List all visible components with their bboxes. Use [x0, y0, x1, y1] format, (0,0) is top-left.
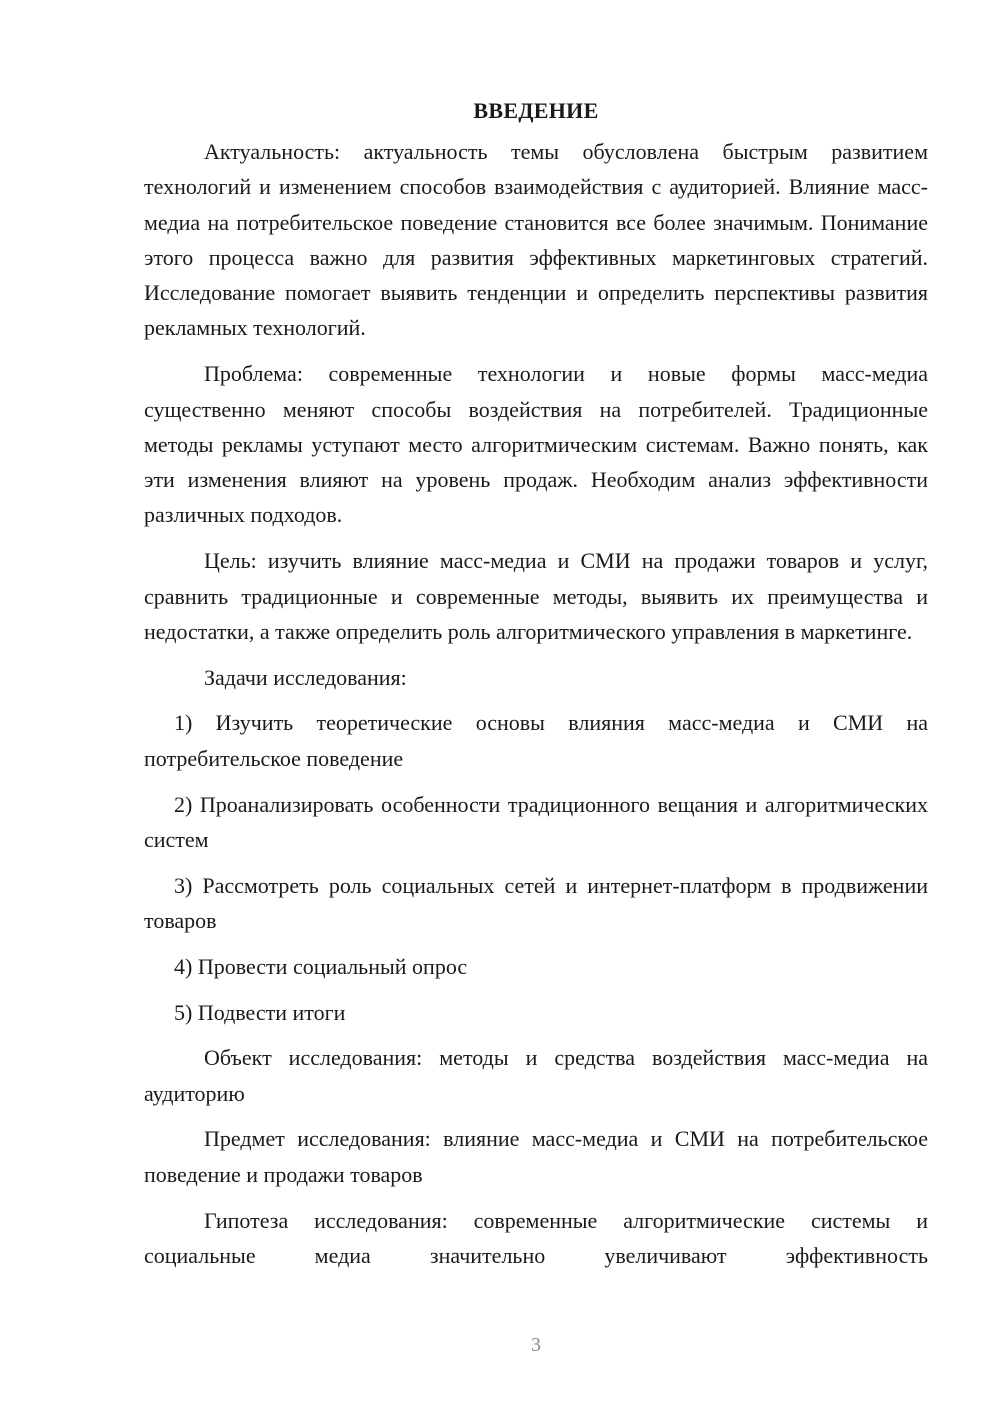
task-item-3: 3) Рассмотреть роль социальных сетей и интернет-платформ в продвижении товаров [144, 872, 928, 933]
relevance-paragraph: Актуальность: актуальность темы обусловлена быстрым развитием технологий и изменением способов взаимодействия с аудиторией. Влияние масс-медиа на потребительское поведение становится все более значимым. Понимание этого процесса важно для развития эффективных маркетинговых стратегий. Исследование помогает выявить тенденции и определить перспективы развития рекламных технологий. [144, 139, 928, 341]
document-page [144, 96, 928, 1284]
subject-paragraph: Предмет исследования: влияние масс-медиа и СМИ на потребительское поведение и продажи товаров [144, 1126, 928, 1187]
tasks-heading: Задачи исследования: [204, 664, 407, 690]
page-title: ВВЕДЕНИЕ [473, 98, 599, 123]
task-item-2: 2) Проанализировать особенности традиционного вещания и алгоритмических систем [144, 791, 928, 852]
task-item-1: 1) Изучить теоретические основы влияния масс-медиа и СМИ на потребительское поведение [144, 710, 928, 771]
task-item-5: 5) Подвести итоги [174, 999, 346, 1025]
problem-paragraph: Проблема: современные технологии и новые формы масс-медиа существенно меняют способы воздействия на потребителей. Традиционные методы рекламы уступают место алгоритмическим системам. Важно понять, как эти изменения влияют на уровень продаж. Необходим анализ эффективности различных подходов. [144, 361, 928, 528]
goal-paragraph: Цель: изучить влияние масс-медиа и СМИ на продажи товаров и услуг, сравнить традиционные и современные методы, выявить их преимущества и недостатки, а также определить роль алгоритмического управления в маркетинге. [144, 548, 928, 644]
object-paragraph: Объект исследования: методы и средства воздействия масс-медиа на аудиторию [144, 1045, 928, 1106]
task-item-4: 4) Провести социальный опрос [174, 953, 468, 979]
hypothesis-paragraph: Гипотеза исследования: современные алгоритмические системы и социальные медиа значительно увеличивают эффективность [144, 1207, 928, 1268]
page-number: 3 [531, 1334, 541, 1356]
